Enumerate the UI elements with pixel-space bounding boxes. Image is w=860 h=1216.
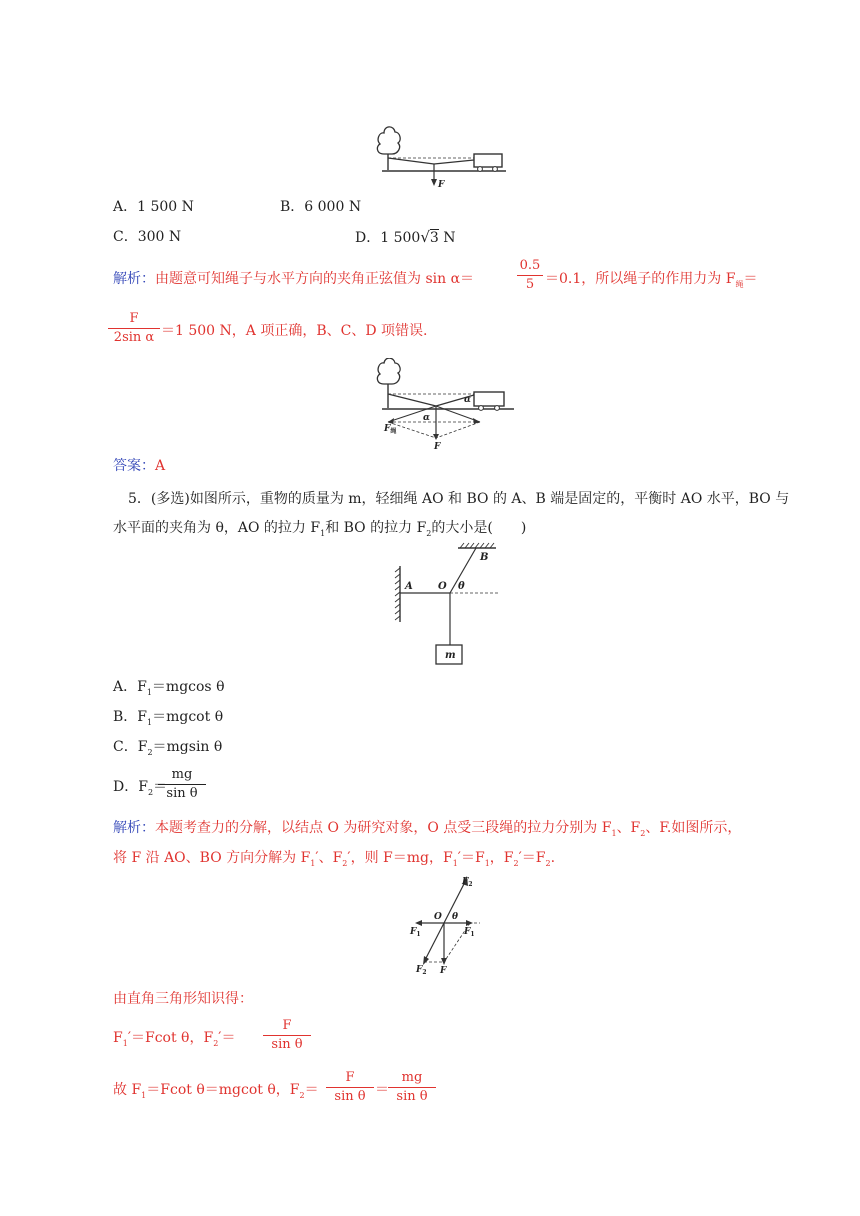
figure1-force-label: F (438, 180, 445, 190)
q4-analysis-line1-end: ＝0.1，所以绳子的作用力为 $F_绳=$ (545, 271, 758, 289)
q5-equation2-equals: ＝ (375, 1082, 389, 1098)
q4-option-a: A．1 500 N (113, 199, 194, 215)
q4-answer-value: A (155, 458, 166, 474)
figure2-label-o: O (434, 912, 442, 922)
q5-option-d: D．$F_2=$ (113, 779, 168, 797)
figure2-alpha-top: α (464, 395, 471, 405)
q5-option-b: B．$F_1=mgcot$ θ (113, 709, 224, 727)
figure2-label-f1-prime: $F_1$ (464, 927, 475, 938)
q5-equation1-fraction: F sin θ (263, 1018, 311, 1053)
figure-rope-car-decomposition (370, 358, 530, 450)
figure2-alpha-bottom: α (423, 413, 430, 423)
q5-equation2-fraction2: mg sin θ (388, 1070, 436, 1105)
figure-label-a: A (405, 581, 413, 592)
figure2-rope-label: $F_绳$ (384, 424, 397, 435)
sqrt-sign: √ (420, 228, 430, 246)
q4-answer (113, 457, 165, 475)
figure-rope-car (370, 120, 510, 190)
q5-stem-line2: 水平面的夹角为 θ，AO 的拉力 $F_1$和 BO 的拉力 $F_2$的大小是( ) (113, 520, 527, 538)
q4-option-b: B．6 000 N (280, 199, 362, 215)
q4-analysis-fraction1: 0.5 5 (517, 258, 543, 293)
figure-label-b: B (480, 552, 489, 563)
q5-analysis-line2: 将 F 沿 AO、BO 方向分解为 $F_1'$、$F_2'$，则 F＝mg，$F_1'=F_1$，$F_2'=F_2$. (113, 850, 556, 868)
figure-label-m: m (445, 650, 456, 661)
q4-option-d-radicand: 3 (429, 230, 439, 246)
figure2-label-f2-prime: $F_2$ (416, 965, 427, 976)
q5-triangle-text: 由直角三角形知识得： (113, 991, 253, 1007)
figure2-label-f1: $F_1$ (410, 927, 421, 938)
figure-label-o: O (438, 581, 447, 592)
q4-analysis-text1: 由题意可知绳子与水平方向的夹角正弦值为 sin α＝ (155, 271, 475, 287)
q5-option-a: A．$F_1=mgcos$ θ (113, 679, 225, 697)
q4-analysis-line2: ＝1 500 N，A 项正确，B、C、D 项错误. (161, 323, 428, 339)
q5-equation1: $F_1'=Fcot$ θ，$F_2'=$ (113, 1030, 236, 1048)
q5-option-d-fraction: mg sin θ (158, 767, 206, 802)
q5-option-c: C．$F_2=mgsin$ θ (113, 739, 223, 757)
q4-answer-label: 答案： (113, 458, 155, 474)
q5-equation2-fraction1: F sin θ (326, 1070, 374, 1105)
figure-force-decomposition (406, 870, 496, 978)
q4-option-d-suffix: N (438, 230, 456, 246)
q4-option-c: C．300 N (113, 229, 182, 245)
figure2-label-f2: $F_2$ (462, 877, 473, 888)
figure2-label-theta: θ (452, 912, 459, 922)
figure-weight-ropes (388, 542, 508, 668)
q4-analysis-fraction2: F 2sin α (108, 311, 160, 346)
q4-analysis-label: 解析： (113, 271, 155, 287)
figure2-force-label: F (434, 442, 441, 450)
q4-option-d-prefix: D．1 500 (355, 230, 421, 246)
q4-option-d (355, 228, 456, 247)
q5-equation2: 故 $F_1=Fcot$ θ＝mgcot θ，$F_2=$ (113, 1082, 319, 1100)
q4-analysis-line1 (113, 270, 474, 288)
q5-analysis-line1: 解析：本题考查力的分解，以结点 O 为研究对象，O 点受三段绳的拉力分别为 $F_1$、$F_2$、F.如图所示， (113, 820, 742, 838)
q5-stem-line1: 5．(多选)如图所示，重物的质量为 m，轻细绳 AO 和 BO 的 A、B 端是固定的，平衡时 AO 水平，BO 与 (128, 491, 790, 507)
figure2-label-f: F (440, 966, 447, 976)
figure-label-theta: θ (458, 581, 465, 592)
